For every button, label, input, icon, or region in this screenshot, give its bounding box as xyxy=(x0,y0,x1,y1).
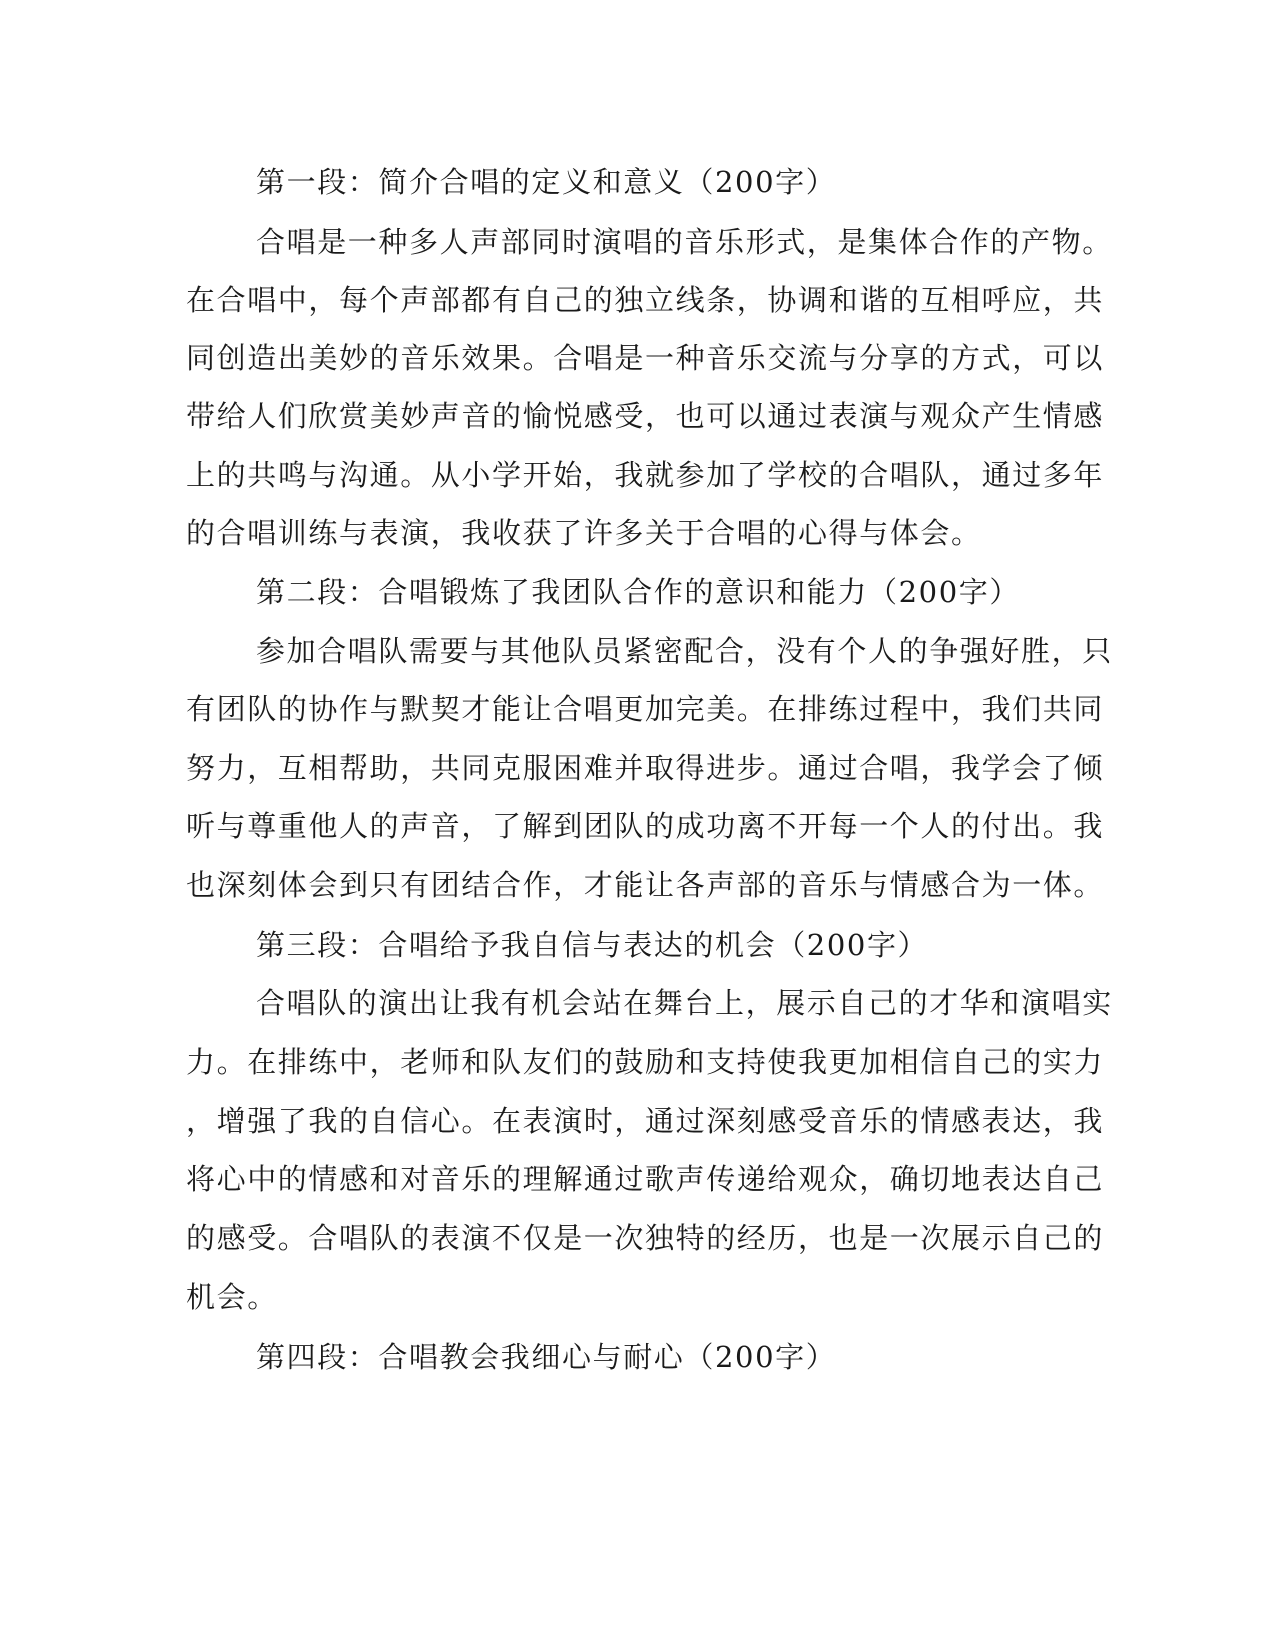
paragraph-3-line-2: 力。在排练中，老师和队友们的鼓励和支持使我更加相信自己的实力 xyxy=(186,1045,1105,1079)
paragraph-1-line-3: 同创造出美妙的音乐效果。合唱是一种音乐交流与分享的方式，可以 xyxy=(186,341,1105,375)
section-heading-2: 第二段：合唱锻炼了我团队合作的意识和能力（200字） xyxy=(256,575,1020,609)
paragraph-2-line-5: 也深刻体会到只有团结合作，才能让各声部的音乐与情感合为一体。 xyxy=(186,868,1105,902)
paragraph-2-line-1: 参加合唱队需要与其他队员紧密配合，没有个人的争强好胜，只 xyxy=(256,634,1113,668)
paragraph-1-line-6: 的合唱训练与表演，我收获了许多关于合唱的心得与体会。 xyxy=(186,516,982,550)
paragraph-3-line-6: 机会。 xyxy=(186,1280,278,1314)
paragraph-1-line-2: 在合唱中，每个声部都有自己的独立线条，协调和谐的互相呼应，共 xyxy=(186,283,1105,317)
paragraph-3-line-1: 合唱队的演出让我有机会站在舞台上，展示自己的才华和演唱实 xyxy=(256,986,1113,1020)
paragraph-1-line-4: 带给人们欣赏美妙声音的愉悦感受，也可以通过表演与观众产生情感 xyxy=(186,399,1105,433)
paragraph-3-line-4: 将心中的情感和对音乐的理解通过歌声传递给观众，确切地表达自己 xyxy=(186,1162,1105,1196)
paragraph-2-line-3: 努力，互相帮助，共同克服困难并取得进步。通过合唱，我学会了倾 xyxy=(186,751,1105,785)
section-heading-3: 第三段：合唱给予我自信与表达的机会（200字） xyxy=(256,928,929,962)
paragraph-3-line-5: 的感受。合唱队的表演不仅是一次独特的经历，也是一次展示自己的 xyxy=(186,1221,1105,1255)
paragraph-2-line-2: 有团队的协作与默契才能让合唱更加完美。在排练过程中，我们共同 xyxy=(186,692,1105,726)
paragraph-1-line-5: 上的共鸣与沟通。从小学开始，我就参加了学校的合唱队，通过多年 xyxy=(186,458,1105,492)
section-heading-4: 第四段：合唱教会我细心与耐心（200字） xyxy=(256,1340,837,1374)
section-heading-1: 第一段：简介合唱的定义和意义（200字） xyxy=(256,165,837,199)
paragraph-3-line-3: ，增强了我的自信心。在表演时，通过深刻感受音乐的情感表达，我 xyxy=(186,1104,1105,1138)
paragraph-1-line-1: 合唱是一种多人声部同时演唱的音乐形式，是集体合作的产物。 xyxy=(256,225,1113,259)
paragraph-2-line-4: 听与尊重他人的声音，了解到团队的成功离不开每一个人的付出。我 xyxy=(186,809,1105,843)
